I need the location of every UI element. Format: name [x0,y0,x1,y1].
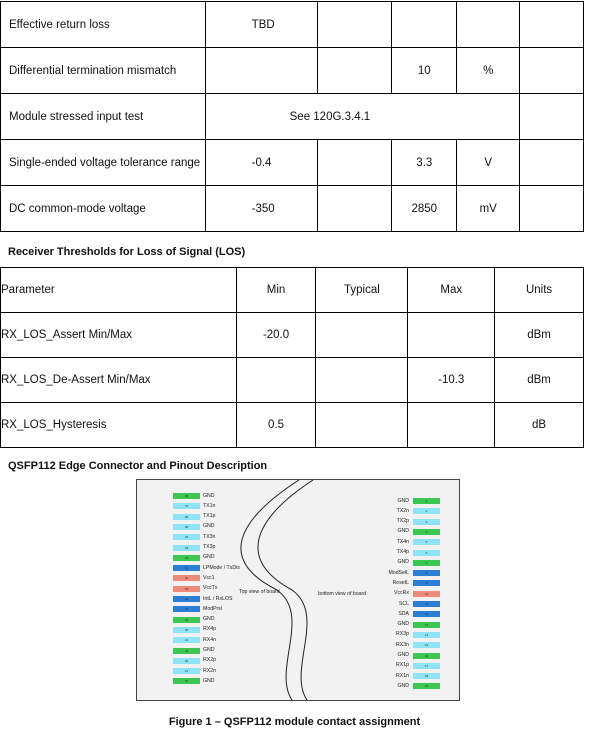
value-cell: 10 [392,48,457,94]
value-cell: dBm [495,313,584,358]
param-cell: Single-ended voltage tolerance range [1,140,206,186]
connector-pin: 38 [173,493,200,499]
header-cell: Max [408,268,495,313]
table-row [1,186,584,232]
value-cell: 2850 [392,186,457,232]
pin-label: GND [203,616,215,623]
table-row [1,403,584,448]
value-cell [205,48,317,94]
value-cell [457,2,520,48]
connector-pin: 1 [413,498,440,504]
value-cell [520,140,584,186]
pin-label: ResetL [392,579,409,586]
connector-pin: 33 [173,545,200,551]
value-cell: mV [457,186,520,232]
pin-label: ModSelL [388,569,409,576]
param-cell: DC common-mode voltage [1,186,206,232]
pin-label: RX2p [203,657,216,664]
value-cell: dBm [495,358,584,403]
pin-label: TX1n [203,502,216,509]
connector-pin: 15 [413,642,440,648]
pin-label: GND [397,652,409,658]
table-row [1,140,584,186]
pin-label: Vcc1 [203,574,215,581]
value-cell: -10.3 [408,358,495,403]
value-cell [520,94,584,140]
connector-pin: 12 [413,611,440,617]
value-cell: -350 [205,186,317,232]
connector-pin: 4 [413,529,440,535]
connector-pin: 34 [173,534,200,540]
table-row [1,48,584,94]
connector-pin: 27 [173,606,200,612]
pin-label: TX3n [203,533,216,540]
connector-pin: 7 [413,560,440,566]
header-cell: Parameter [1,268,237,313]
value-cell: 0.5 [236,403,316,448]
connector-pin: 8 [413,570,440,576]
value-cell: dB [495,403,584,448]
header-cell: Units [495,268,584,313]
connector-pin: 10 [413,591,440,597]
param-cell: Effective return loss [1,2,206,48]
pin-label: LPMode / TxDis [203,564,240,571]
connector-pin: 25 [173,627,200,633]
pin-label: TX1p [203,513,216,520]
pin-label: TX4p [396,549,409,555]
value-cell: V [457,140,520,186]
pin-label: RX3n [396,641,409,648]
pin-label: GND [203,554,215,561]
value-cell: See 120G.3.4.1 [205,94,520,140]
value-cell [520,186,584,232]
los-table [0,267,584,448]
connector-pin: 14 [413,632,440,638]
value-cell [392,2,457,48]
pin-label: SDA [398,610,409,617]
param-cell: RX_LOS_De-Assert Min/Max [1,358,237,403]
connector-pin: 3 [413,519,440,525]
connector-pin: 20 [173,678,200,684]
top-view-label: Top view of board [239,589,280,595]
pin-label: GND [397,497,409,504]
pin-label: GND [203,492,215,499]
value-cell [317,186,392,232]
pin-label: GND [397,682,409,689]
pin-label: TX3p [203,544,216,550]
pin-label: SCL [398,600,409,607]
pin-label: GND [397,559,409,566]
value-cell [408,403,495,448]
param-cell: RX_LOS_Assert Min/Max [1,313,237,358]
los-section-title: Receiver Thresholds for Loss of Signal (LOS) [8,246,246,258]
bottom-view-label: bottom view of board [318,591,367,597]
value-cell [317,48,392,94]
connector-figure [136,479,460,701]
table-header-row [1,268,584,313]
value-cell [520,48,584,94]
pin-label: RX3p [396,631,409,638]
pin-label: VccTx [203,585,218,592]
connector-pin: 31 [173,565,200,571]
connector-pin: 2 [413,508,440,514]
pin-label: RX1p [396,662,409,669]
pin-label: TX4n [396,538,409,545]
pin-label: RX4p [203,626,216,633]
table-row [1,2,584,48]
connector-pin: 35 [173,524,200,530]
connector-pin: 18 [413,673,440,679]
connector-pin: 37 [173,503,200,509]
connector-pin: 26 [173,617,200,623]
connector-pin: 6 [413,550,440,556]
connector-pin: 19 [413,683,440,689]
connector-pin: 24 [173,637,200,643]
connector-pin: 5 [413,539,440,545]
param-cell: Module stressed input test [1,94,206,140]
value-cell [316,403,408,448]
pin-label: IntL / RxLOS [203,595,233,602]
pin-label: VccRx [394,590,409,597]
connector-pin: 29 [173,586,200,592]
connector-pin: 13 [413,622,440,628]
header-cell: Min [236,268,316,313]
pin-label: TX2n [396,507,409,514]
value-cell [317,2,392,48]
connector-pin: 23 [173,648,200,654]
table-row [1,313,584,358]
param-cell: RX_LOS_Hysteresis [1,403,237,448]
spec-table [0,1,584,232]
pin-label: GND [203,677,215,684]
connector-pin: 17 [413,663,440,669]
value-cell: -20.0 [236,313,316,358]
connector-pin: 30 [173,575,200,581]
value-cell: 3.3 [392,140,457,186]
table-row [1,94,584,140]
value-cell [408,313,495,358]
table-row [1,358,584,403]
connector-pin: 28 [173,596,200,602]
connector-section-title: QSFP112 Edge Connector and Pinout Description [8,460,268,472]
connector-pin: 16 [413,653,440,659]
connector-pin: 32 [173,555,200,561]
value-cell [316,358,408,403]
pin-label: ModPrsl [203,605,223,612]
pin-label: TX2p [396,518,409,525]
value-cell: TBD [205,2,317,48]
pin-label: RX2n [203,667,216,674]
pin-label: RX1n [396,672,409,679]
value-cell [520,2,584,48]
param-cell: Differential termination mismatch [1,48,206,94]
connector-pin: 36 [173,514,200,520]
pin-label: GND [397,528,409,535]
pin-label: GND [203,647,215,653]
connector-pin: 21 [173,668,200,674]
value-cell [236,358,316,403]
connector-pin: 22 [173,658,200,664]
value-cell: -0.4 [205,140,317,186]
pin-label: GND [397,621,409,628]
value-cell: % [457,48,520,94]
value-cell [316,313,408,358]
figure-caption: Figure 1 – QSFP112 module contact assignment [168,716,421,728]
connector-pin: 11 [413,601,440,607]
connector-pin: 9 [413,580,440,586]
header-cell: Typical [316,268,408,313]
pin-label: RX4n [203,636,216,643]
value-cell [317,140,392,186]
pin-label: GND [203,523,215,530]
